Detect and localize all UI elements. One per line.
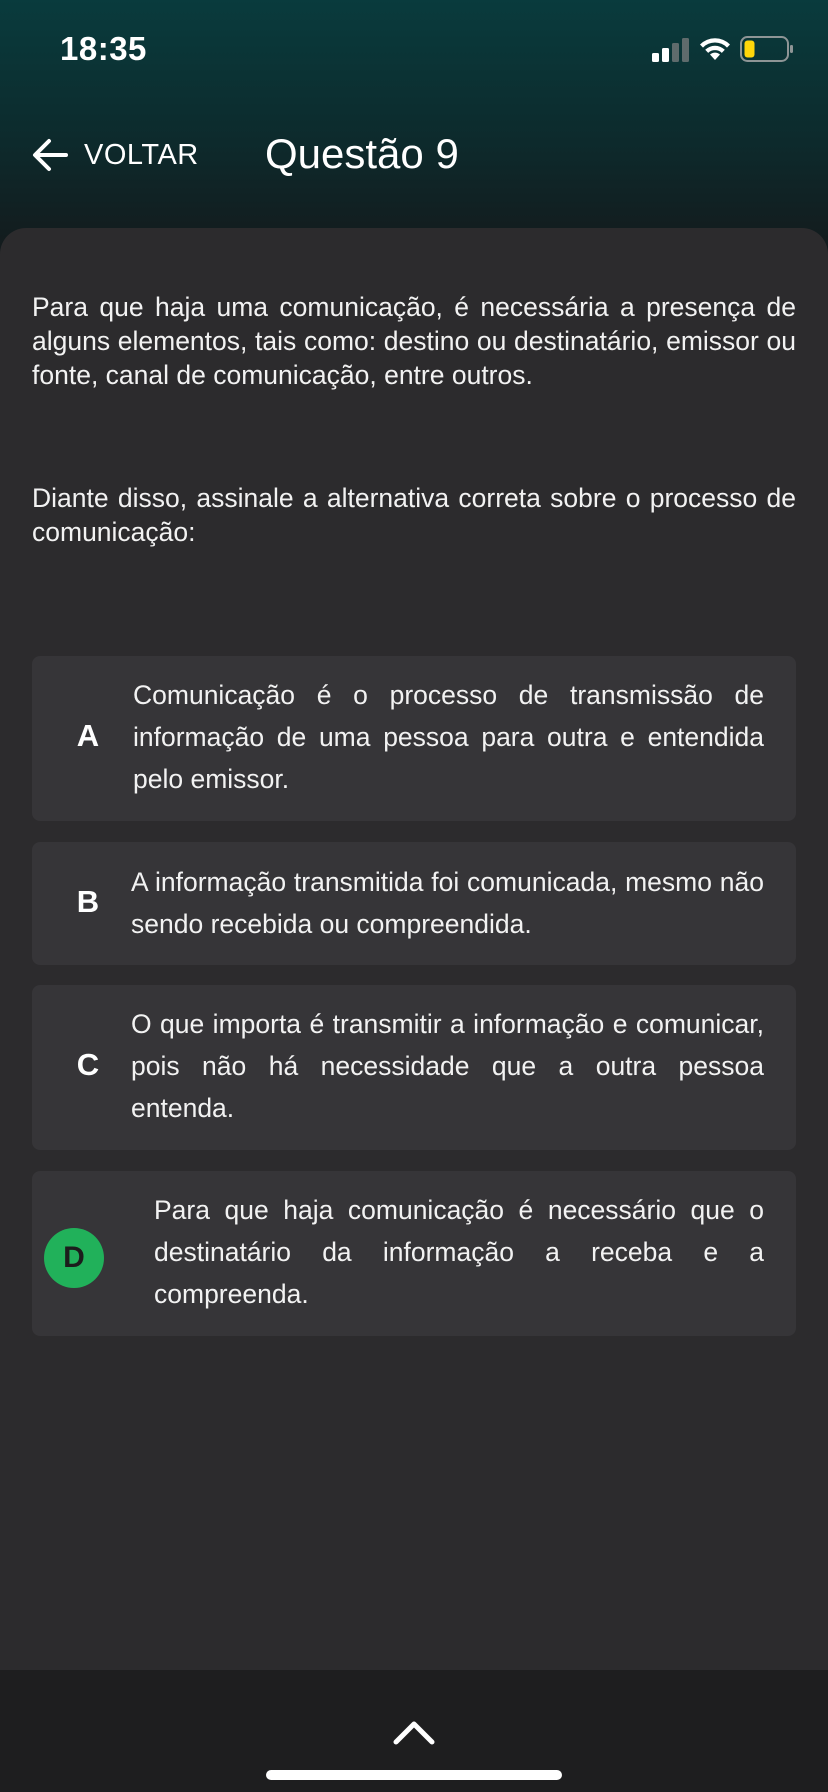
option-letter: A <box>76 718 100 753</box>
option-text: Comunicação é o processo de transmissão de informação de uma pessoa para outra e entendida pelo emissor. <box>133 680 764 794</box>
bottom-bar <box>0 1670 828 1792</box>
status-time: 18:35 <box>60 30 147 67</box>
option-d-selected[interactable] <box>32 1171 796 1336</box>
question-context: Para que haja uma comunicação, é necessária a presença de alguns elementos, tais como: destino ou destinatário, emissor ou fonte, canal de comunicação, entre outros. <box>32 292 796 390</box>
option-c[interactable] <box>32 985 796 1150</box>
selected-answer-badge <box>44 1228 104 1288</box>
header <box>0 0 828 260</box>
option-text: O que importa é transmitir a informação e comunicar, pois não há necessidade que a outra pessoa entenda. <box>131 1009 764 1123</box>
option-letter: D <box>63 1241 85 1274</box>
option-text: Para que haja comunicação é necessário que o destinatário da informação a receba e a compreenda. <box>154 1195 764 1309</box>
option-a[interactable] <box>32 656 796 821</box>
option-text: A informação transmitida foi comunicada, mesmo não sendo recebida ou compreendida. <box>131 867 764 939</box>
option-b[interactable] <box>32 842 796 965</box>
battery-icon <box>740 36 794 62</box>
back-label: VOLTAR <box>84 138 199 171</box>
page-title: Questão 9 <box>265 130 459 177</box>
question-prompt: Diante disso, assinale a alternativa correta sobre o processo de comunicação: <box>32 483 796 547</box>
nav-bar <box>0 110 828 200</box>
option-letter: C <box>76 1047 100 1082</box>
cellular-signal-icon <box>652 38 690 62</box>
status-bar <box>0 0 828 100</box>
home-indicator <box>266 1770 562 1780</box>
wifi-icon <box>698 36 732 62</box>
arrow-left-icon <box>30 135 70 175</box>
question-content <box>0 228 828 1668</box>
chevron-up-icon[interactable] <box>392 1718 436 1746</box>
back-button[interactable] <box>30 130 199 180</box>
option-letter: B <box>76 884 100 919</box>
